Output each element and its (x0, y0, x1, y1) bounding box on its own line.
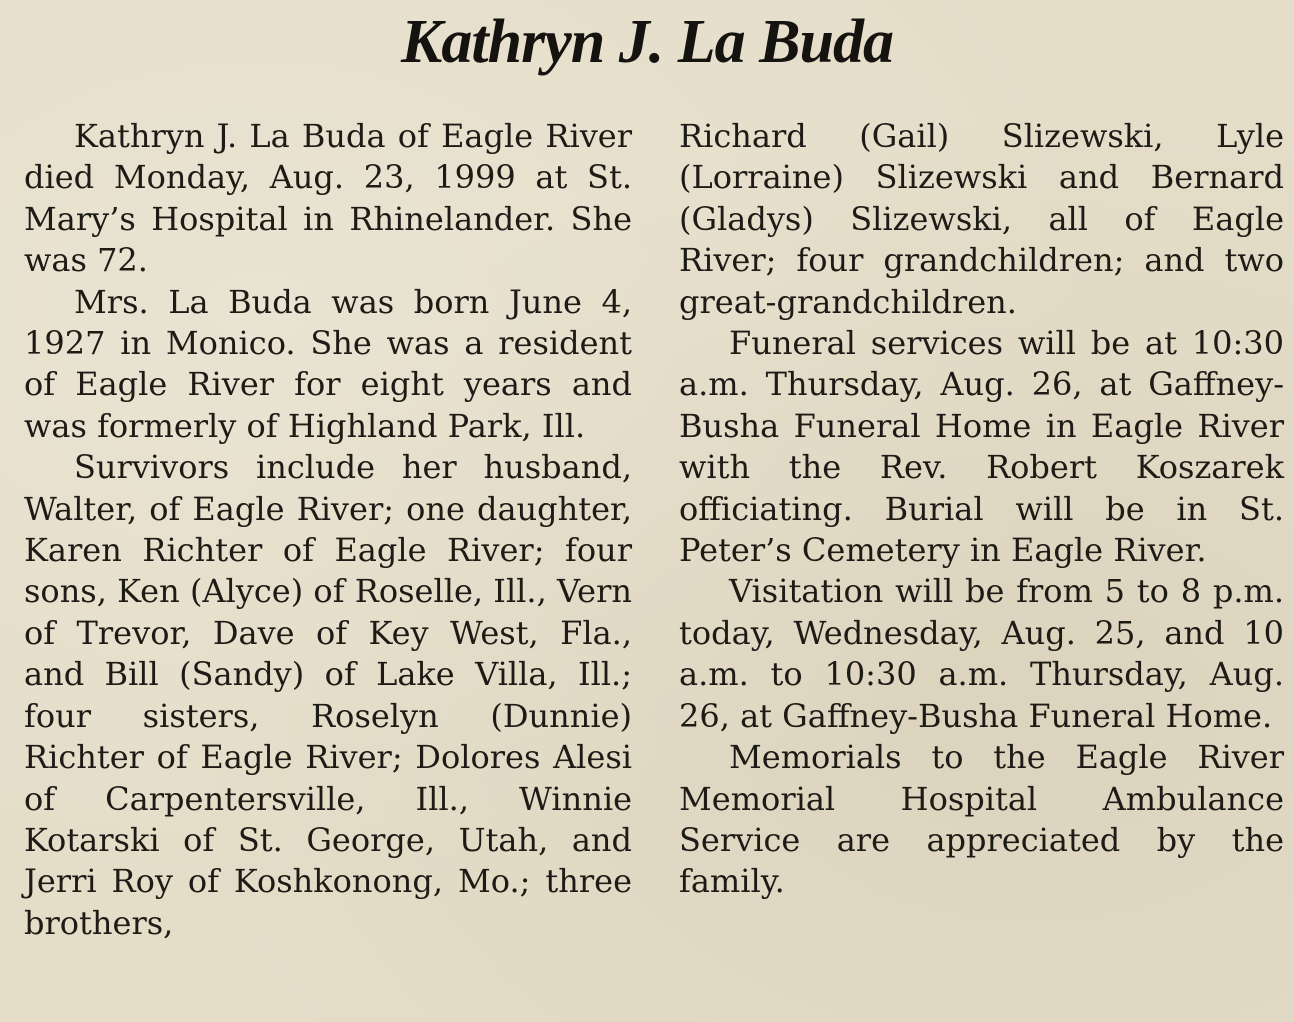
paragraph-survivors: Survivors include her husband, Walter, of Eagle River; one daughter, Karen Richter of Eagle River; four sons, Ken (Alyce) of Roselle, Ill., Vern of Trevor, Dave of Key West, Fla., and Bill (Sandy) of Lake Villa, Ill.; four sisters, Roselyn (Dunnie) Richter of Eagle River; Dolores Alesi of Carpentersville, Ill., Winnie Kotarski of St. George, Utah, and Jerri Roy of Koshkonong, Mo.; three brothers, (24, 448, 632, 942)
left-column (24, 116, 632, 944)
paragraph-funeral-services: Funeral services will be at 10:30 a.m. Thursday, Aug. 26, at Gaffney-Busha Funeral Home in Eagle River with the Rev. Robert Koszarek officiating. Burial will be in St. Peter’s Cemetery in Eagle River. (679, 324, 1284, 570)
paragraph-biography: Mrs. La Buda was born June 4, 1927 in Monico. She was a resident of Eagle River for eight years and was formerly of Highland Park, Ill. (24, 282, 632, 445)
paragraph-visitation: Visitation will be from 5 to 8 p.m. today, Wednesday, Aug. 25, and 10 a.m. to 10:30 a.m. Thursday, Aug. 26, at Gaffney-Busha Funeral Home. (679, 572, 1284, 735)
paragraph-death-notice: Kathryn J. La Buda of Eagle River died Monday, Aug. 23, 1999 at St. Mary’s Hospital in Rhinelander. She was 72. (24, 117, 632, 280)
paragraph-survivors-continued: Richard (Gail) Slizewski, Lyle (Lorraine) Slizewski and Bernard (Gladys) Slizewski, all of Eagle River; four grandchildren; and two great-grandchildren. (679, 117, 1284, 321)
paragraph-memorials: Memorials to the Eagle River Memorial Hospital Ambulance Service are appreciated by the family. (679, 738, 1284, 901)
right-column (679, 116, 1284, 903)
obituary-headline: Kathryn J. La Buda (401, 8, 893, 76)
